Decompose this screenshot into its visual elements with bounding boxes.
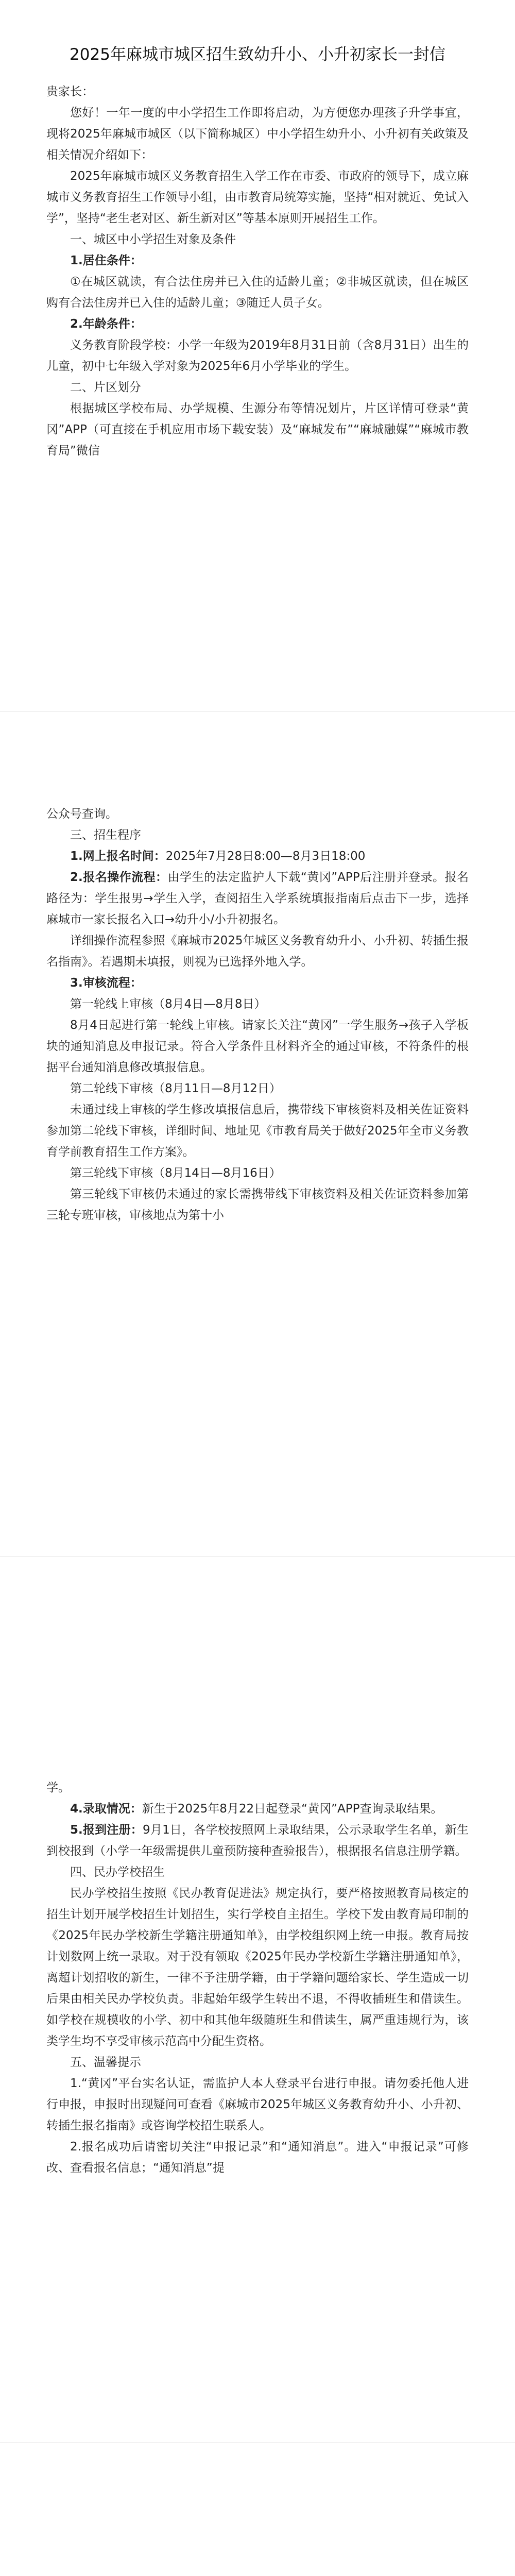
review-round-1-text: 8月4日起进行第一轮线上审核。请家长关注“黄冈”一学生服务→孩子入学板块的通知消息及申报记录。符合入学条件且材料齐全的通过审核，不符条件的根据平台通知消息修改填报信息。: [46, 1019, 469, 1074]
section-3-3-label: 3.审核流程：: [70, 976, 142, 990]
page-2-continuation: 公众号查询。: [46, 807, 117, 821]
page-title: 2025年麻城市城区招生致幼升小、小升初家长一封信: [70, 45, 445, 64]
section-1-2-text: 义务教育阶段学校：小学一年级为2019年8月31日前（含8月31日）出生的儿童，初中七年级入学对象为2025年6月小学毕业的学生。: [46, 338, 469, 373]
section-3-2b: 详细操作流程参照《麻城市2025年城区义务教育幼升小、小升初、转插生报名指南》。若遇期未填报，则视为已选择外地入学。: [46, 934, 469, 969]
section-1-heading: 一、城区中小学招生对象及条件: [70, 233, 236, 246]
review-round-3-text: 第三轮线下审核仍未通过的家长需携带线下审核资料及相关佐证资料参加第三轮专班审核，审核地点为第十小: [46, 1188, 469, 1222]
page-divider: [0, 711, 515, 712]
section-1-2-label: 2.年龄条件：: [70, 317, 142, 331]
policy-paragraph: 2025年麻城市城区义务教育招生入学工作在市委、市政府的领导下，成立麻城市义务教育招生工作领导小组，由市教育局统筹实施，坚持“相对就近、免试入学”，坚持“老生老对区、新生新对区”等基本原则开展招生工作。: [46, 170, 469, 225]
review-round-3-heading: 第三轮线下审核（8月14日—8月16日）: [70, 1166, 281, 1180]
page-3-continuation: 学。: [46, 1781, 70, 1794]
section-3-2: 2.报名操作流程：由学生的法定监护人下载“黄冈”APP后注册并登录。报名路径为：学生报男→学生入学，查阅招生入学系统填报指南后点击下一步，选择麻城市一家长报名入口→幼升小/小升初报名。: [46, 871, 469, 926]
page-divider: [0, 2442, 515, 2443]
section-2-text: 根据城区学校布局、办学规模、生源分布等情况划片，片区详情可登录“黄冈”APP（可直接在手机应用市场下载安装）及“麻城发布”“麻城融媒”“麻城市教育局”微信: [46, 402, 469, 457]
section-1-1-label: 1.居住条件：: [70, 254, 142, 267]
page-2: [46, 804, 469, 1226]
section-4-heading: 四、民办学校招生: [70, 1866, 165, 1879]
review-round-1-heading: 第一轮线上审核（8月4日—8月8日）: [70, 997, 266, 1011]
section-2-heading: 二、片区划分: [70, 381, 141, 394]
section-4-text: 民办学校招生按照《民办教育促进法》规定执行，要严格按照教育局核定的招生计划开展学校招生计划招生，实行学校自主招生。学校下发由教育局印制的《2025年民办学校新生学籍注册通知单》，由学校组织网上统一申报。教育局按计划数网上统一录取。对于没有领取《2025年民办学校新生学籍注册通知单》，离超计划招收的新生，一律不予注册学籍，由于学籍问题给家长、学生造成一切后果由相关民办学校负责。非起始年级学生转出不退，不得收插班生和借读生。如学校在规模收的小学、初中和其他年级随班生和借读生，属严重违规行为，该类学生均不享受审核示范高中分配生资格。: [46, 1887, 469, 2048]
page-3: [46, 1777, 469, 2179]
tip-2: 2.报名成功后请密切关注“申报记录”和“通知消息”。进入“申报记录”可修改、查看报名信息；“通知消息”提: [46, 2140, 469, 2175]
intro-paragraph: 您好！一年一度的中小学招生工作即将启动，为方便您办理孩子升学事宜，现将2025年麻城市城区（以下简称城区）中小学招生幼升小、小升初有关政策及相关情况介绍如下：: [46, 106, 469, 162]
section-3-5: 5.报到注册：9月1日，各学校按照网上录取结果，公示录取学生名单，新生到校报到（小学一年级需提供儿童预防接种查验报告），根据报名信息注册学籍。: [46, 1823, 469, 1858]
page-divider: [0, 1556, 515, 1557]
section-3-4: 4.录取情况：新生于2025年8月22日起登录“黄冈”APP查询录取结果。: [70, 1802, 443, 1816]
section-1-1-text: ①在城区就读，有合法住房并已入住的适龄儿童；②非城区就读，但在城区购有合法住房并已入住的适龄儿童；③随迁人员子女。: [46, 275, 469, 310]
page-1: [46, 41, 469, 462]
section-3-1: 1.网上报名时间：2025年7月28日8:00—8月3日18:00: [70, 850, 366, 863]
section-3-heading: 三、招生程序: [70, 828, 141, 842]
section-5-heading: 五、温馨提示: [70, 2056, 141, 2069]
tip-1: 1.“黄冈”平台实名认证，需监护人本人登录平台进行申报。请勿委托他人进行申报，申报时出现疑问可查看《麻城市2025年城区义务教育幼升小、小升初、转插生报名指南》或咨询学校招生联系人。: [46, 2077, 469, 2132]
review-round-2-text: 未通过线上审核的学生修改填报信息后，携带线下审核资料及相关佐证资料参加第二轮线下审核，详细时间、地址见《市教育局关于做好2025年全市义务教育学前教育招生工作方案》。: [46, 1103, 469, 1159]
greeting: 贵家长：: [46, 85, 94, 98]
review-round-2-heading: 第二轮线下审核（8月11日—8月12日）: [70, 1082, 281, 1095]
